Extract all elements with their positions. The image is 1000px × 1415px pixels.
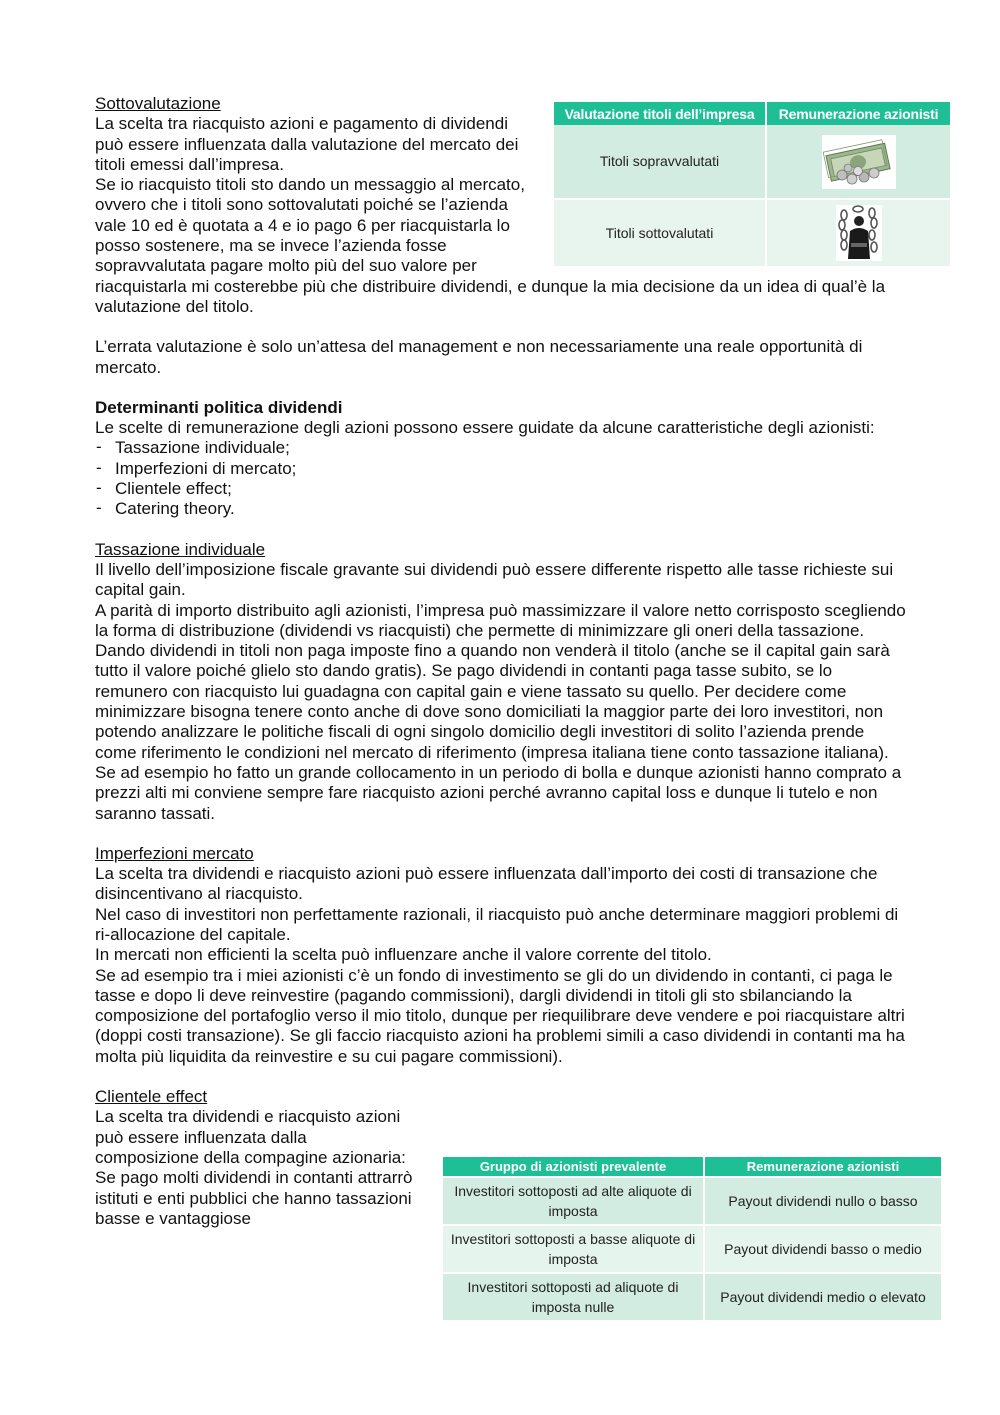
valuation-table — [554, 102, 950, 266]
money-stack-icon — [766, 125, 950, 199]
list-item: - Imperfezioni di mercato; — [95, 459, 907, 479]
list-item: - Clientele effect; — [95, 479, 907, 499]
paragraph-tassazione-1: Il livello dell’imposizione fiscale gravante sui dividendi può essere differente rispetto alle tasse richieste sui capital gain. — [95, 559, 894, 600]
paragraph-imperfezioni-4: Se ad esempio tra i miei azionisti c’è un fondo di investimento se gli do un dividendo in contanti, ci paga le tasse e dopo li deve reinvestire (pagando commissioni), dargli dividendi in titoli gli sto sbilanciando la composizione del portafoglio verso il mio titolo, dunque per riequilibrare deve vendere e poi riacquistare altri (doppi costi transazione). Se gli faccio riacquisto azioni ha problemi simili a caso dividendi in contanti ma ha molta più liquidita da reinvestire e su cui pagare commissioni). — [95, 965, 905, 1066]
table1-header-remuneration: Remunerazione azionisti — [766, 102, 950, 125]
table-row-payout: Payout dividendi medio o elevato — [704, 1273, 941, 1320]
list-item: - Catering theory. — [95, 499, 907, 519]
table-row-payout: Payout dividendi basso o medio — [704, 1225, 941, 1273]
paragraph-sottovalutazione-2: Se io riacquisto titoli sto dando un messaggio al mercato, ovvero che i titoli sono sottovalutati poiché se l’azienda vale 10 ed è quotata a 4 e io pago 6 per riacquistarla lo posso sostenere, ma se invece l’azienda fosse sopravvalutata pagare molto più del suo valore per riacquistarla mi costerebbe più che distribuire dividendi, e dunque la mia decisione da un idea di qual’è la valutazione del titolo. — [95, 175, 886, 316]
heading-sottovalutazione: Sottovalutazione — [95, 94, 221, 113]
paragraph-tassazione-2: A parità di importo distribuito agli azionisti, l’impresa può massimizzare il valore netto corrisposto scegliendo la forma di distribuzione (dividendi vs riacquisti) che permette di minimizzare gli oneri della tassazione. — [95, 600, 906, 640]
paragraph-tassazione-3: Dando dividendi in titoli non paga imposte fino a quando non venderà il titolo (anche se il capital gain sarà tutto il valore poiché glielo sto dando gratis). Se pago dividendi in contanti paga tasse subito, se lo remunero con riacquisto lui guadagna con capital gain e viene tassato su quello. Per decidere come minimizzare bisogna tenere conto anche di dove sono domiciliati la maggior parte dei loro investitori, non potendo analizzare le politiche fiscali di ogni singolo domicilio degli investitori di solito l’azienda prende come riferimento le condizioni nel mercato di riferimento (impresa italiana tiene conto tassazione italiana). Se ad esempio ho fatto un grande collocamento in un periodo di bolla e dunque azionisti hanno comprato a prezzi alti mi conviene sempre fare riacquisto azioni perché avranno capital loss e dunque li tutelo e non saranno tassati. — [95, 641, 902, 823]
paragraph-imperfezioni-1: La scelta tra dividendi e riacquisto azioni può essere influenzata dall’importo dei costi di transazione che disincentivano al riacquisto. — [95, 864, 878, 904]
paragraph-sottovalutazione-3: L’errata valutazione è solo un’attesa del management e non necessariamente una reale opportunità di mercato. — [95, 337, 863, 377]
heading-determinanti: Determinanti politica dividendi — [95, 397, 343, 417]
table2-header-group: Gruppo di azionisti prevalente — [443, 1157, 704, 1177]
paragraph-clientele-2: Se pago molti dividendi in contanti attrarrò istituti e enti pubblici che hanno tassazioni basse e vantaggiose — [95, 1168, 413, 1228]
document-page — [95, 94, 939, 1229]
clientele-table-wrapper — [443, 1157, 941, 1320]
paragraph-imperfezioni-2: Nel caso di investitori non perfettamente razionali, il riacquisto può anche determinare maggiori problemi di ri-allocazione del capitale. — [95, 904, 899, 944]
clientele-section — [95, 1087, 415, 1229]
table2-header-remuneration: Remunerazione azionisti — [704, 1157, 941, 1177]
table-row-group: Investitori sottoposti a basse aliquote di imposta — [443, 1225, 704, 1273]
table1-row-overvalued: Titoli sopravvalutati — [554, 125, 766, 199]
table1-row-undervalued: Titoli sottovalutati — [554, 199, 766, 266]
heading-imperfezioni: Imperfezioni mercato — [95, 843, 254, 863]
table-row-group: Investitori sottoposti ad alte aliquote di imposta — [443, 1177, 704, 1225]
chained-person-icon — [766, 199, 950, 266]
table-row-group: Investitori sottoposti ad aliquote di imposta nulle — [443, 1273, 704, 1320]
paragraph-clientele-1: La scelta tra dividendi e riacquisto azioni può essere influenzata dalla composizione della compagine azionaria: — [95, 1107, 406, 1167]
table-row-payout: Payout dividendi nullo o basso — [704, 1177, 941, 1225]
paragraph-imperfezioni-3: In mercati non efficienti la scelta può influenzare anche il valore corrente del titolo. — [95, 945, 712, 965]
heading-clientele: Clientele effect — [95, 1087, 208, 1107]
table1-header-valuation: Valutazione titoli dell’impresa — [554, 102, 766, 125]
paragraph-determinanti: Le scelte di remunerazione degli azioni possono essere guidate da alcune caratteristiche degli azionisti: — [95, 418, 875, 438]
heading-tassazione: Tassazione individuale — [95, 539, 266, 559]
list-item: - Tassazione individuale; — [95, 438, 907, 458]
paragraph-sottovalutazione-1: La scelta tra riacquisto azioni e pagamento di dividendi può essere influenzata dalla valutazione del mercato dei titoli emessi dall’impresa. — [95, 114, 519, 174]
determinanti-list — [95, 438, 907, 519]
clientele-table — [443, 1157, 941, 1320]
